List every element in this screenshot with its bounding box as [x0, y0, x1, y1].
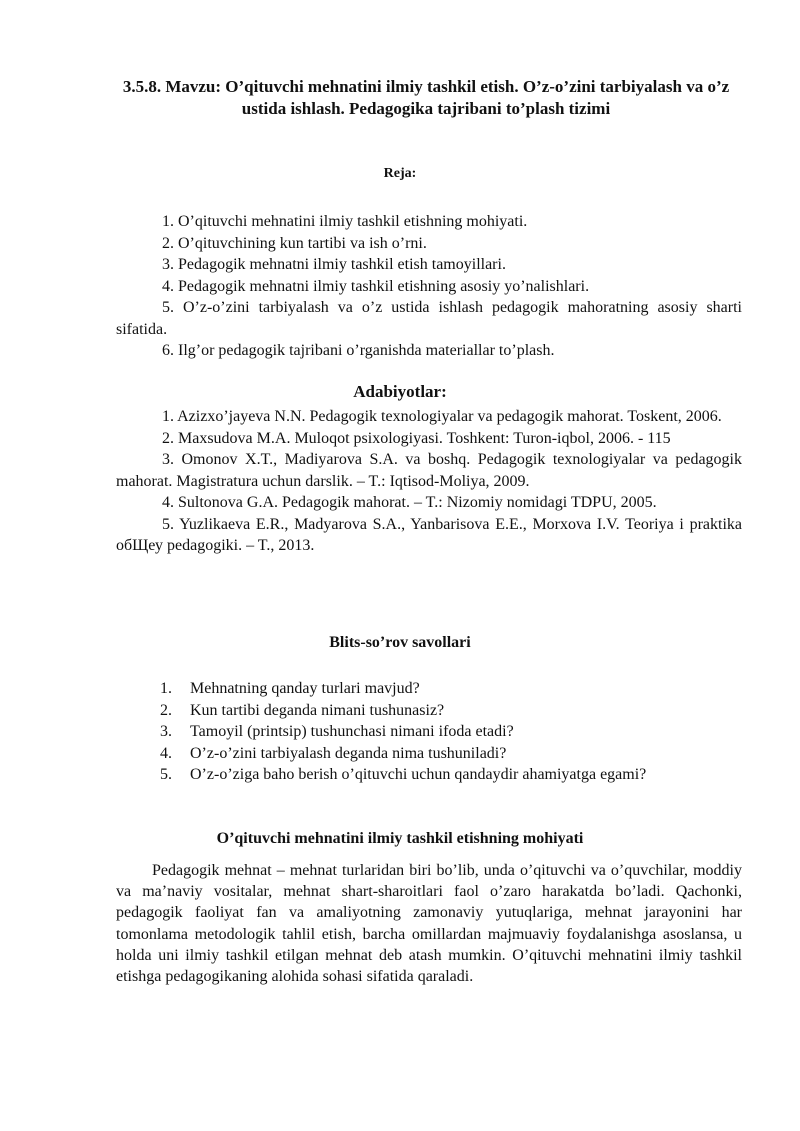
- plan-item: 3. Pedagogik mehnatni ilmiy tashkil etish tamoyillari.: [162, 256, 506, 273]
- plan-item: 1. O’qituvchi mehnatini ilmiy tashkil etishning mohiyati.: [162, 213, 528, 230]
- plan-item: 6. Ilg’or pedagogik tajribani o’rganishda materiallar to’plash.: [162, 342, 555, 359]
- question-item: [160, 764, 760, 786]
- reference-item: 4. Sultonova G.A. Pedagogik mahorat. – T.: Nizomiy nomidagi TDPU, 2005.: [162, 494, 657, 511]
- question-number: 1.: [160, 680, 172, 697]
- question-number: 5.: [160, 766, 172, 783]
- question-text: O’z-o’zini tarbiyalash deganda nima tushuniladi?: [190, 744, 507, 762]
- reference-item: 2. Maxsudova M.A. Muloqot psixologiyasi. Toshkent: Turon-iqbol, 2006. - 115: [162, 429, 671, 447]
- page-title: 3.5.8. Mavzu: O’qituvchi mehnatini ilmiy tashkil etish. O’z-o’zini tarbiyalash va o’z ustida ishlash. Pedagogika tajribani to’plash tizimi: [122, 77, 730, 118]
- question-number: 3.: [160, 723, 172, 740]
- blits-heading: Blits-so’rov savollari: [329, 634, 471, 651]
- reference-item: 1. Azizxo’jayeva N.N. Pedagogik texnologiyalar va pedagogik mahorat. Toskent, 2006.: [162, 408, 722, 425]
- question-item: [160, 721, 760, 743]
- reference-item: 5. Yuzlikaeva E.R., Madyarova S.A., Yanbarisova E.E., Morxova I.V. Teoriya i praktika обЩеу pedagogiki. – T., 2013.: [116, 515, 742, 554]
- reference-item: 3. Omonov X.T., Madiyarova S.A. va boshq. Pedagogik texnologiyalar va pedagogik mahorat. Magistratura uchun darslik. – T.: Iqtisod-Moliya, 2009.: [116, 451, 742, 490]
- section-body: [116, 860, 742, 987]
- references-heading: Adabiyotlar:: [353, 382, 447, 401]
- plan-list: [116, 211, 742, 362]
- references-list: [116, 406, 742, 557]
- plan-heading: Reja:: [383, 166, 417, 181]
- question-text: Tamoyil (printsip) tushunchasi nimani ifoda etadi?: [190, 723, 514, 740]
- question-item: [160, 743, 760, 765]
- question-item: [160, 678, 760, 700]
- plan-item: 4. Pedagogik mehnatni ilmiy tashkil etishning asosiy yo’nalishlari.: [162, 277, 590, 295]
- blits-question-list: [160, 678, 760, 786]
- question-text: O’z-o’ziga baho berish o’qituvchi uchun qandaydir ahamiyatga egami?: [190, 766, 647, 783]
- section-paragraph: Pedagogik mehnat – mehnat turlaridan biri bo’lib, unda o’qituvchi va o’quvchilar, moddiy va ma’naviy vositalar, mehnat shart-sharoitlari faol o’zaro harakatda bo’ladi. Qachonki, pedagogik faoliyat fan va amaliyotning zamonaviy yutuqlariga, mehnat jarayonini har tomonlama metodologik tahlil etish, barcha omillardan majmuaviy foydalanishga asoslansa, u holda uni ilmiy tashkil etilgan mehnat deb atash mumkin. O’qituvchi mehnatini ilmiy tashkil etishga pedagogikaning alohida sohasi sifatida qaraladi.: [116, 862, 742, 986]
- question-item: [160, 700, 760, 722]
- question-number: 2.: [160, 701, 172, 719]
- question-text: Kun tartibi deganda nimani tushunasiz?: [190, 701, 445, 719]
- question-number: 4.: [160, 744, 172, 762]
- plan-item: 2. O’qituvchining kun tartibi va ish o’rni.: [162, 234, 427, 252]
- question-text: Mehnatning qanday turlari mavjud?: [190, 680, 420, 697]
- section-heading: O’qituvchi mehnatini ilmiy tashkil etishning mohiyati: [216, 830, 584, 847]
- plan-item: 5. O’z-o’zini tarbiyalash va o’z ustida ishlash pedagogik mahoratning asosiy sharti sifatida.: [116, 299, 742, 338]
